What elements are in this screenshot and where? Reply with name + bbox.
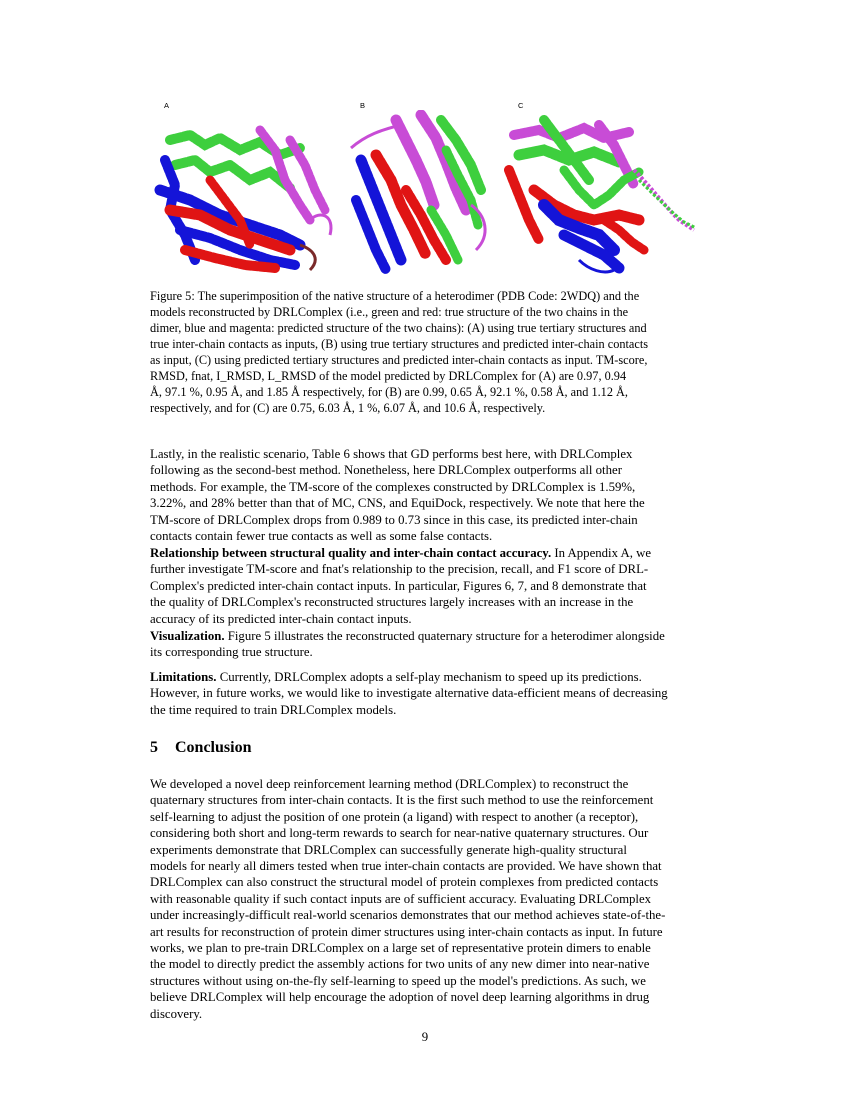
paragraph-line: art results for reconstruction of protein dimer structures using inter-chain contacts as input. In future <box>150 924 663 939</box>
paragraph-line: contacts contain fewer true contacts as well as some false contacts. <box>150 529 493 544</box>
caption-line: models reconstructed by DRLComplex (i.e., green and red: true structure of the two chains in the <box>150 305 629 319</box>
figure-caption <box>150 288 700 416</box>
figure-panel-b <box>346 100 496 278</box>
paragraph-line: structures without using on-the-fly self-learning to speed up the model's predictions. As such, we <box>150 973 646 988</box>
paragraph-line: methods. For example, the TM-score of the complexes constructed by DRLComplex is 1.59%, <box>150 479 636 494</box>
paragraph-line: 3.22%, and 28% better than that of MC, CNS, and EquiDock, respectively. We note that here the <box>150 496 645 511</box>
paragraph-line: following as the second-best method. Nonetheless, here DRLComplex outperforms all other <box>150 463 622 478</box>
paragraph-realistic-scenario <box>150 446 701 544</box>
caption-line: true inter-chain contacts as inputs, (B) using true tertiary structures and predicted inter-chain contacts <box>150 337 649 351</box>
caption-line: respectively, and for (C) are 0.75, 6.03 Å, 1 %, 6.07 Å, and 10.6 Å, respectively. <box>150 401 546 415</box>
paragraph-line: discovery. <box>150 1006 203 1021</box>
paragraph-line: self-learning to adjust the position of one protein (a ligand) with respect to another (a receptor), <box>150 809 639 824</box>
paragraph-line: believe DRLComplex will help encourage the adoption of novel deep learning algorithms in drug <box>150 990 650 1005</box>
paragraph-line: Limitations. Currently, DRLComplex adopts a self-play mechanism to speed up its predictions. <box>150 670 642 684</box>
paragraph-title: Relationship between structural quality and inter-chain contact accuracy. <box>150 546 552 560</box>
paragraph-line: its corresponding true structure. <box>150 645 313 660</box>
paragraph-line: However, in future works, we would like to investigate alternative data-efficient means of decreasing <box>150 686 668 701</box>
paragraph-line: the quality of DRLComplex's reconstructed structures largely increases with an increase in the <box>150 595 634 610</box>
paragraph-line: Visualization. Figure 5 illustrates the reconstructed quaternary structure for a heterodimer alongside <box>150 629 665 643</box>
paragraph-line: quaternary structures from inter-chain contacts. It is the first such method to use the reinforcement <box>150 793 654 808</box>
paragraph-conclusion <box>150 776 701 1022</box>
caption-label: Figure 5: <box>150 289 195 303</box>
section-number: 5 <box>150 739 158 756</box>
protein-structure-b-image <box>346 110 496 278</box>
paragraph-line: the time required to train DRLComplex models. <box>150 702 397 717</box>
paragraph-line: under increasingly-difficult real-world scenarios demonstrates that our method achieves state-of-the- <box>150 908 666 923</box>
panel-label-c: C <box>518 101 524 110</box>
protein-structure-c-image <box>504 110 700 278</box>
paragraph-title: Visualization. <box>150 629 225 643</box>
paragraph-line: We developed a novel deep reinforcement learning method (DRLComplex) to reconstruct the <box>150 777 629 791</box>
caption-line: Figure 5: The superimposition of the native structure of a heterodimer (PDB Code: 2WDQ) and the <box>150 289 640 303</box>
paragraph-line: experiments demonstrate that DRLComplex can successfully generate high-quality structural <box>150 842 627 857</box>
panel-label-a: A <box>164 101 170 110</box>
paragraph-line: considering both short and long-term rewards to search for near-native quaternary structures. Our <box>150 826 649 841</box>
paragraph-line: Relationship between structural quality and inter-chain contact accuracy. In Appendix A, we <box>150 546 652 560</box>
paragraph-line: with reasonable quality if such contact inputs are of sufficient accuracy. Evaluating DRLComplex <box>150 891 652 906</box>
caption-line: Å, 97.1 %, 0.95 Å, and 1.85 Å respectively, for (B) are 0.99, 0.65 Å, 92.1 %, 0.58 Å, and 1.12 Å, <box>150 385 629 399</box>
protein-structure-a-image <box>150 110 340 278</box>
caption-line: dimer, blue and magenta: predicted structure of the two chains): (A) using true tertiary structures and <box>150 321 647 335</box>
paragraph-line: models for nearly all dimers tested when true inter-chain contacts are provided. We have shown that <box>150 859 662 874</box>
section-title: Conclusion <box>175 739 252 756</box>
paragraph-visualization <box>150 628 701 661</box>
section-heading <box>150 738 251 758</box>
paragraph-line: accuracy of its predicted inter-chain contact inputs. <box>150 611 412 626</box>
paragraph-line: TM-score of DRLComplex drops from 0.989 to 0.73 since in this case, its predicted inter-chain <box>150 512 638 527</box>
paragraph-line: Lastly, in the realistic scenario, Table 6 shows that GD performs best here, with DRLComplex <box>150 447 633 461</box>
paragraph-limitations <box>150 669 701 718</box>
paragraph-line: Complex's predicted inter-chain contact inputs. In particular, Figures 6, 7, and 8 demonstrate that <box>150 578 647 593</box>
figure-5 <box>150 100 700 278</box>
paragraph-line: the model to directly predict the assembly actions for two units of any new dimer into near-native <box>150 957 650 972</box>
paragraph-line: works, we plan to pre-train DRLComplex on a large set of representative protein dimers to enable <box>150 941 651 956</box>
page-number: 9 <box>421 1030 429 1044</box>
figure-panel-c <box>504 100 700 278</box>
caption-line: RMSD, fnat, I_RMSD, L_RMSD of the model predicted by DRLComplex for (A) are 0.97, 0.94 <box>150 369 627 383</box>
paragraph-line: further investigate TM-score and fnat's relationship to the precision, recall, and F1 score of DRL- <box>150 562 649 577</box>
paragraph-title: Limitations. <box>150 670 217 684</box>
caption-line: as input, (C) using predicted tertiary structures and predicted inter-chain contacts as input. TM-score, <box>150 353 648 367</box>
figure-panel-a <box>150 100 340 278</box>
panel-label-b: B <box>360 101 366 110</box>
paragraph-relationship <box>150 545 701 627</box>
paragraph-line: DRLComplex can also construct the structural model of protein complexes from predicted contacts <box>150 875 659 890</box>
